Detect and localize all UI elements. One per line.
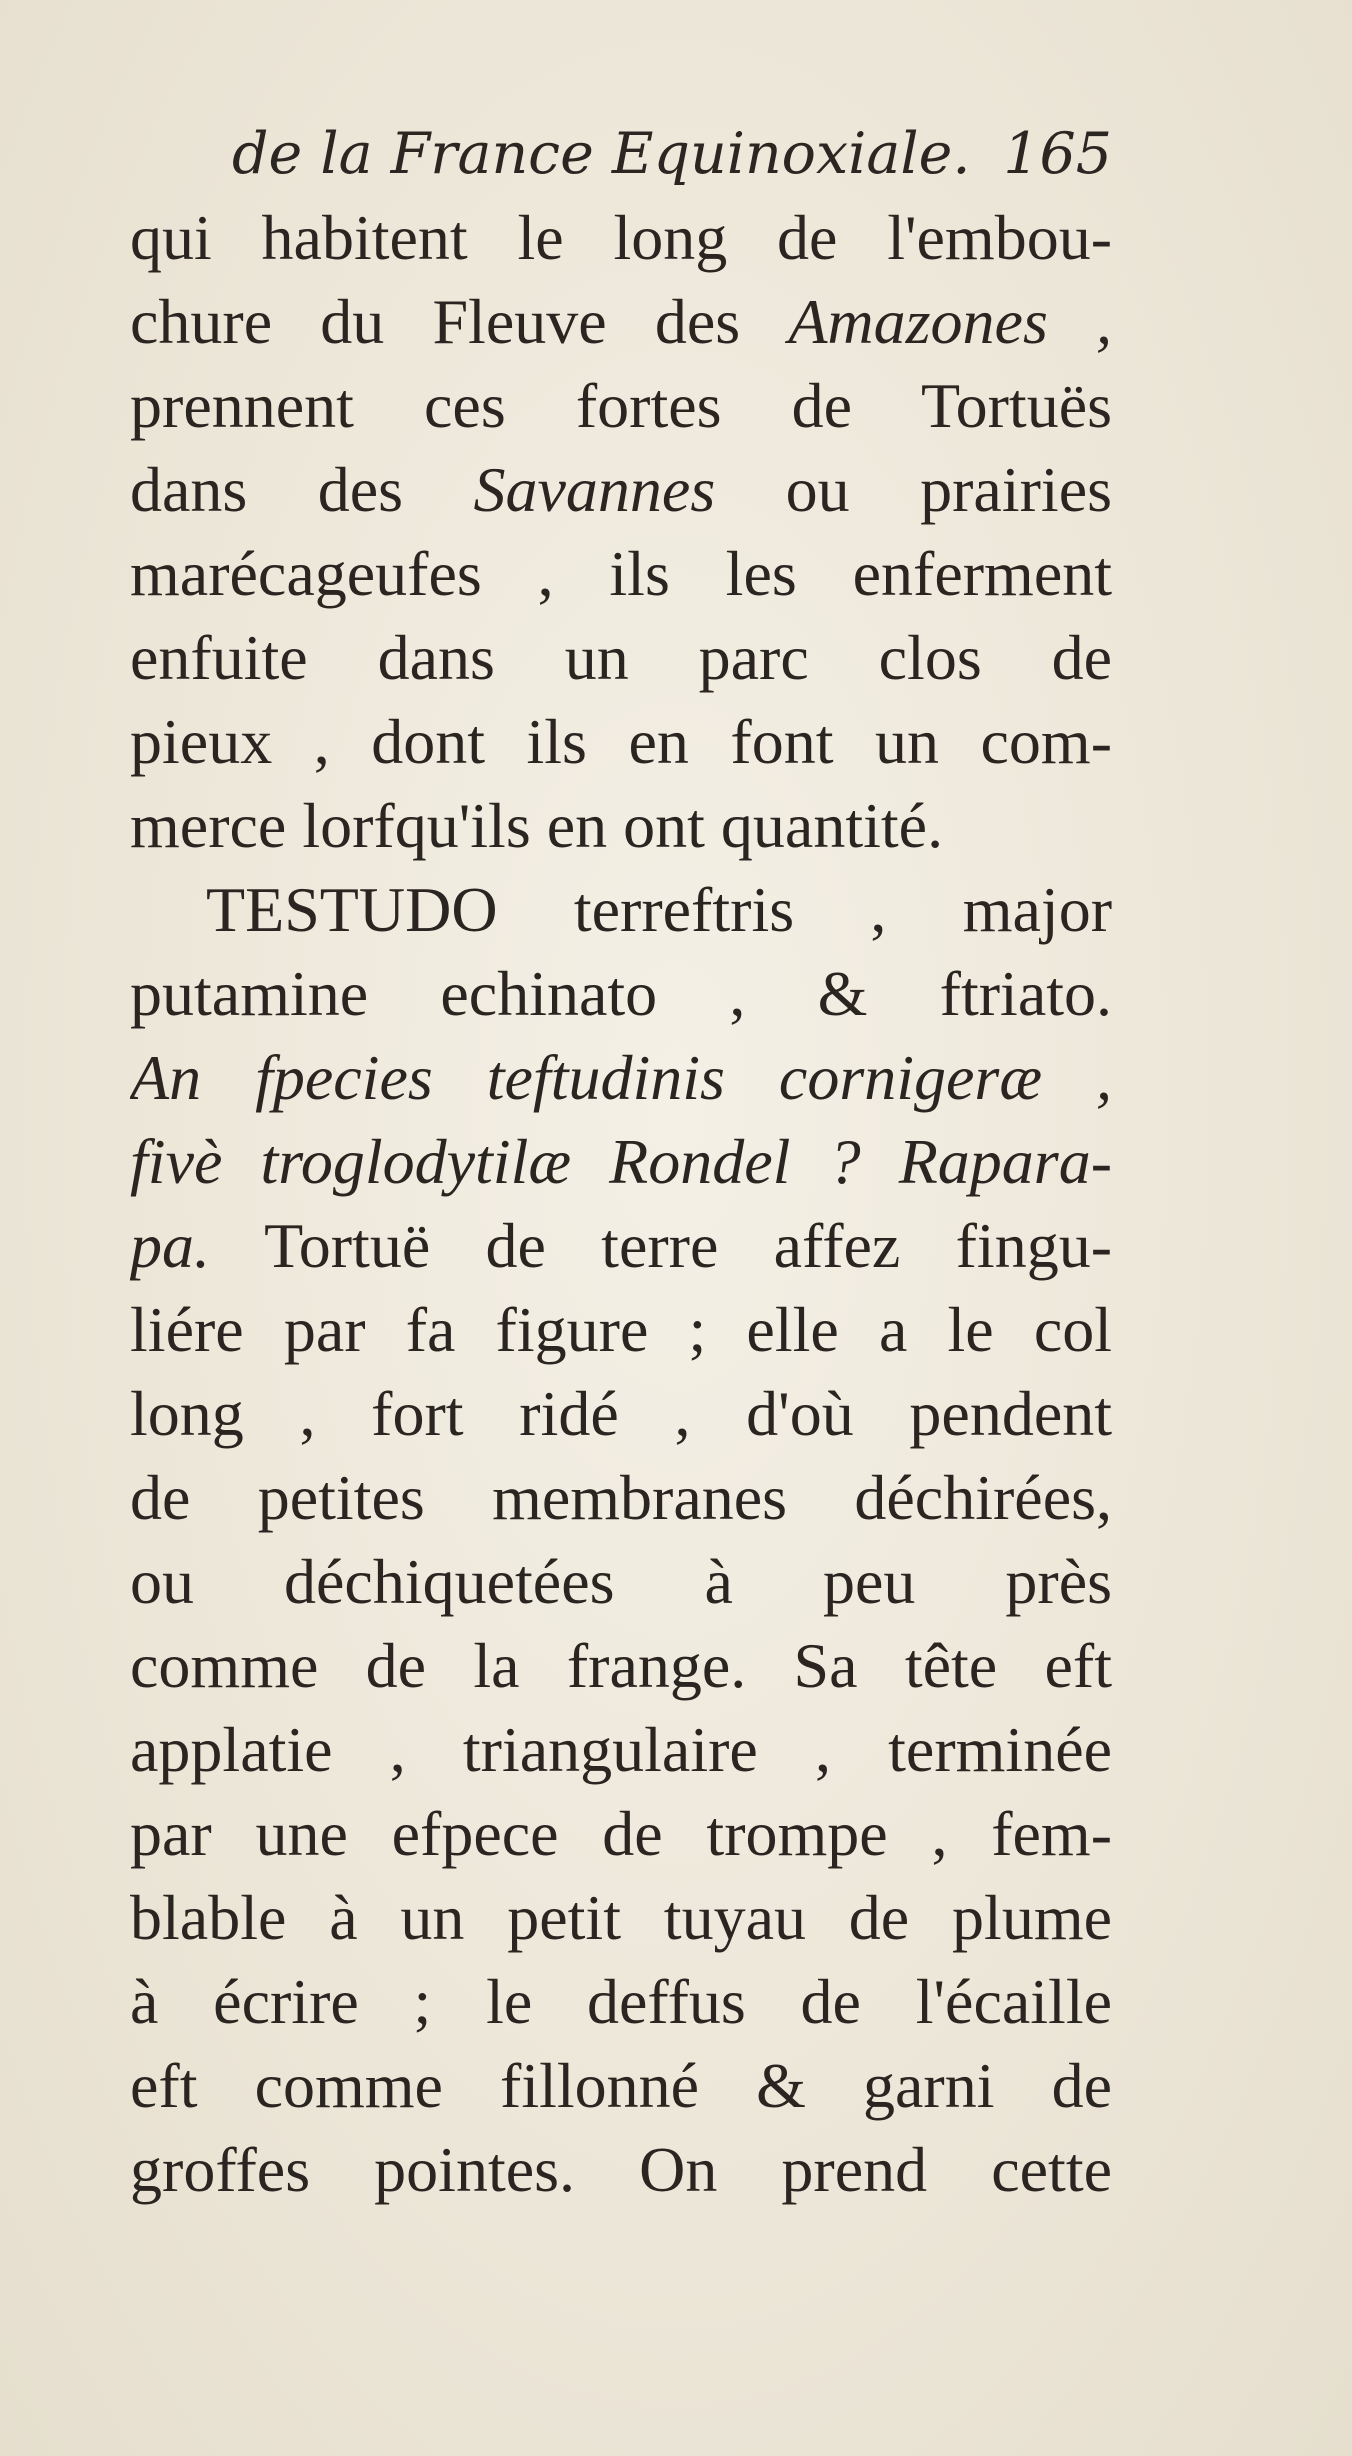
- text-line: [130, 532, 1112, 616]
- text-span: eft comme fillonné & garni de: [130, 2050, 1112, 2121]
- text-span: ou prairies: [715, 454, 1112, 525]
- text-line: [130, 952, 1112, 1036]
- text-span: par une efpece de trompe , fem-: [130, 1798, 1112, 1869]
- text-line: [130, 868, 1112, 952]
- text-span: groffes pointes. On prend cette: [130, 2134, 1112, 2205]
- text-span: dans des: [130, 454, 474, 525]
- text-line: [130, 1792, 1112, 1876]
- text-line: [130, 784, 1112, 868]
- text-span: Amazones ,: [788, 286, 1112, 357]
- text-span: merce lorfqu'ils en ont quantité.: [130, 790, 944, 861]
- text-line: [130, 1708, 1112, 1792]
- page-number: 165: [1003, 121, 1112, 187]
- text-line: [130, 196, 1112, 280]
- text-span: An fpecies teftudinis cornigeræ ,: [130, 1042, 1112, 1113]
- body-text: [130, 196, 1112, 2212]
- text-span: marécageufes , ils les enferment: [130, 538, 1112, 609]
- text-line: [130, 700, 1112, 784]
- text-span: applatie , triangulaire , terminée: [130, 1714, 1112, 1785]
- text-line: [130, 280, 1112, 364]
- text-line: [130, 1876, 1112, 1960]
- text-span: prennent ces fortes de Tortuës: [130, 370, 1112, 441]
- text-span: long , fort ridé , d'où pendent: [130, 1378, 1112, 1449]
- text-span: blable à un petit tuyau de plume: [130, 1882, 1112, 1953]
- text-span: putamine echinato , & ftriato.: [130, 958, 1112, 1029]
- text-line: [130, 1456, 1112, 1540]
- text-span: fivè troglodytilæ Rondel ? Rapara-: [130, 1126, 1112, 1197]
- text-line: [130, 1120, 1112, 1204]
- text-span: ou déchiquetées à peu près: [130, 1546, 1112, 1617]
- text-span: TESTUDO terreftris , major: [206, 874, 1112, 945]
- text-span: comme de la frange. Sa tête eft: [130, 1630, 1112, 1701]
- text-line: [130, 448, 1112, 532]
- text-line: [130, 1960, 1112, 2044]
- text-span: à écrire ; le deffus de l'écaille: [130, 1966, 1112, 2037]
- text-span: chure du Fleuve des: [130, 286, 789, 357]
- text-line: [130, 1288, 1112, 1372]
- text-span: Tortuë de terre affez fingu-: [210, 1210, 1112, 1281]
- text-line: [130, 1036, 1112, 1120]
- text-line: [130, 1540, 1112, 1624]
- text-span: Savannes: [473, 454, 716, 525]
- text-span: liére par fa figure ; elle a le col: [130, 1294, 1112, 1365]
- text-line: [130, 2044, 1112, 2128]
- text-span: enfuite dans un parc clos de: [130, 622, 1112, 693]
- text-line: [130, 2128, 1112, 2212]
- text-line: [130, 1624, 1112, 1708]
- text-span: qui habitent le long de l'embou-: [130, 202, 1112, 273]
- text-line: [130, 364, 1112, 448]
- text-span: pieux , dont ils en font un com-: [130, 706, 1112, 777]
- text-span: de petites membranes déchirées,: [130, 1462, 1112, 1533]
- text-line: [130, 1372, 1112, 1456]
- text-line: [130, 1204, 1112, 1288]
- running-head: de la France Equinoxiale.: [232, 121, 971, 187]
- text-span: pa.: [130, 1210, 210, 1281]
- page-header: [232, 112, 1112, 196]
- text-line: [130, 616, 1112, 700]
